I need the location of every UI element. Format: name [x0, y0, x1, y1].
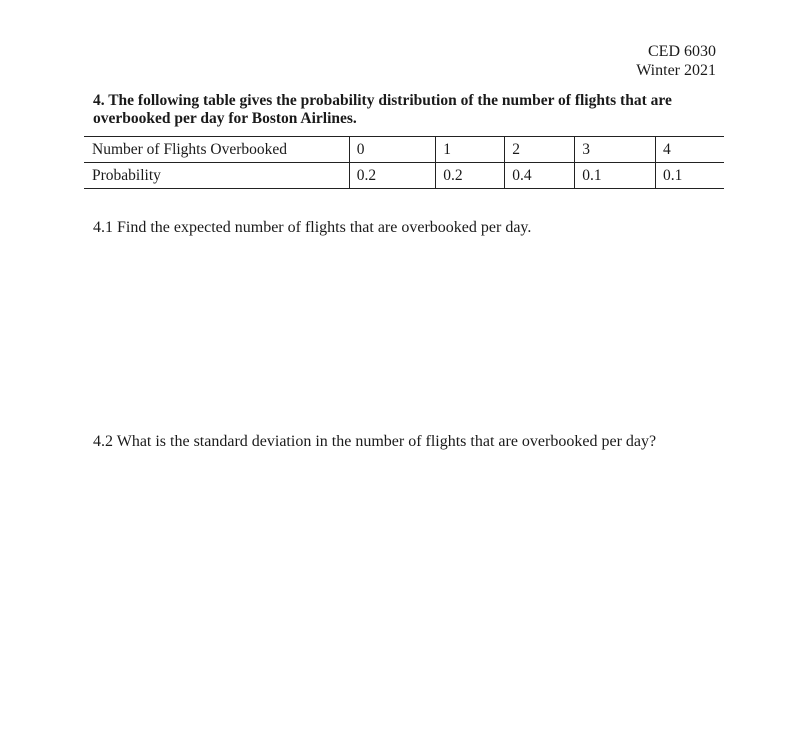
table-cell-x: 4: [655, 137, 724, 163]
term-label: Winter 2021: [636, 62, 716, 79]
table-cell-probability: 0.1: [575, 163, 656, 189]
table-row-probability: [84, 163, 724, 189]
table-cell-probability: 0.2: [436, 163, 505, 189]
row-label-flights: Number of Flights Overbooked: [84, 137, 349, 163]
table-cell-probability: 0.2: [349, 163, 436, 189]
document-header: [636, 42, 716, 80]
table-row-flights: [84, 137, 724, 163]
table-cell-x: 1: [436, 137, 505, 163]
table-cell-probability: 0.4: [505, 163, 575, 189]
probability-distribution-table: [84, 136, 724, 189]
subquestion-4-1: 4.1 Find the expected number of flights that are overbooked per day.: [93, 219, 532, 236]
table-cell-probability: 0.1: [655, 163, 724, 189]
question-title-line-1: 4. The following table gives the probability distribution of the number of flights that are: [93, 92, 672, 109]
table-cell-x: 3: [575, 137, 656, 163]
subquestion-4-2: 4.2 What is the standard deviation in the number of flights that are overbooked per day?: [93, 433, 657, 450]
table-cell-x: 2: [505, 137, 575, 163]
question-title-line-2: overbooked per day for Boston Airlines.: [93, 110, 357, 127]
question-title: [93, 92, 713, 128]
row-label-probability: Probability: [84, 163, 349, 189]
table-cell-x: 0: [349, 137, 436, 163]
course-code: CED 6030: [648, 43, 716, 60]
